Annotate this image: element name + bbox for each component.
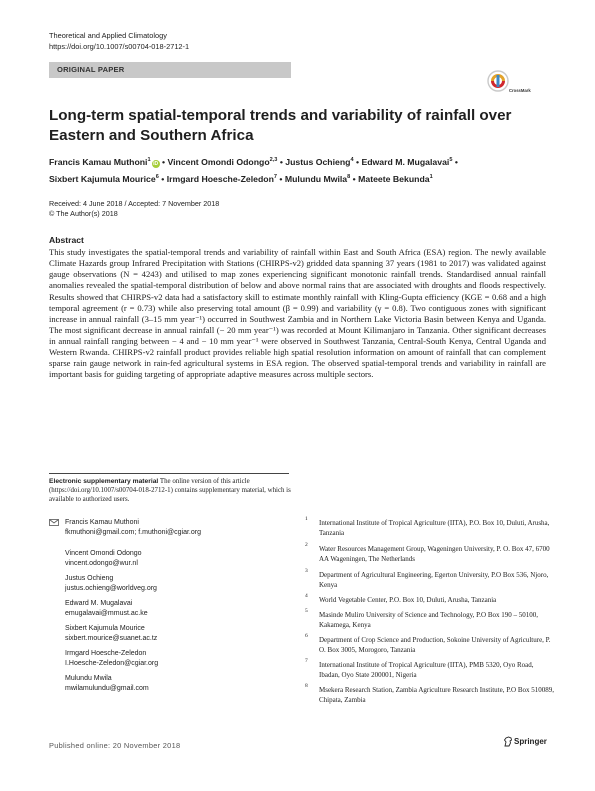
author[interactable]: Mulundu Mwila$^8$ xyxy=(284,173,351,184)
contact-name: Vincent Omondi Odongo xyxy=(65,550,142,557)
affiliation-text: World Vegetable Center, P.O. Box 10, Duluti, Arusha, Tanzania xyxy=(319,596,497,604)
affiliation-text: International Institute of Tropical Agriculture (IITA), PMB 5320, Oyo Road, Ibadan, Oyo State 200001, Nigeria xyxy=(319,661,534,680)
contact-name: Irmgard Hoesche-Zeledon xyxy=(65,650,147,657)
affiliation-number: 5 xyxy=(305,608,308,614)
footnote-divider xyxy=(49,473,289,474)
affiliation-number: 8 xyxy=(305,683,308,689)
affiliation-text: Masinde Muliro University of Science and Technology, P.O Box 190 – 50100, Kakamega, Kenya xyxy=(319,611,539,630)
article-dates xyxy=(49,199,219,219)
affiliation-text: Msekera Research Station, Zambia Agriculture Research Institute, P.O Box 510089, Chipata, Zambia xyxy=(319,686,555,705)
affiliation-number: 2 xyxy=(305,542,308,548)
contact-entry xyxy=(65,574,295,594)
contact-entry xyxy=(65,624,295,644)
abstract-text: This study investigates the spatial-temporal trends and variability of rainfall within East and South Africa (ESA) region. The newly available Climate Hazards group Infrared Precipitation with Stations (CHIRPS-v2) gridded data spanning 37 years (1981 to 2017) was validated against gauge observations (N = 4243) and utilised to map zones experiencing significant monotonic rainfall trends. Standardised annual rainfall anomalies revealed the spatial-temporal distribution of below and above normal rains that are associated with droughts and floods respectively. Results showed that CHIRPS-v2 data had a satisfactory skill to estimate monthly rainfall with Kling-Gupta efficiency (KGE = 0.68 and a high temporal agreement (r = 0.73) while also preserving total amount (β = 0.99) and variability (γ = 0.8). Two contiguous zones with significant increase in annual rainfall (3–15 mm year⁻¹) occurred in Southwest Zambia and in Northern Lake Victoria Basin between Kenya and Uganda. The most significant decrease in annual rainfall (− 20 mm year⁻¹) was recorded at Mount Kilimanjaro in Tanzania. Other significant decreases in annual rainfall ranging between − 4 and − 10 mm year⁻¹ were observed in Southwest Tanzania, Central-South Kenya, Central Uganda and Western Rwanda. CHIRPS-v2 rainfall product provides reliable high spatial resolution information on amount of rainfall that can complement sparse rain gauge network in rain-fed agricultural systems in ESA region. The observed spatial-temporal trends and variability in rainfall are important basis for guiding targeting of appropriate adaptive measures across multiple sectors. xyxy=(49,247,546,380)
author[interactable]: Mateete Bekunda$^1$ xyxy=(358,173,433,184)
springer-label: Springer xyxy=(514,737,547,746)
contact-email[interactable]: fkmuthoni@gmail.com; f.muthoni@cgiar.org xyxy=(65,528,201,536)
affiliation-number: 6 xyxy=(305,633,308,639)
author[interactable]: Edward M. Mugalavai$^5$ xyxy=(361,156,453,167)
affiliation-number: 7 xyxy=(305,658,308,664)
contact-name: Mulundu Mwila xyxy=(65,675,112,682)
contact-entry xyxy=(65,518,295,538)
contact-email[interactable]: I.Hoesche-Zeledon@cgiar.org xyxy=(65,659,159,667)
journal-name: Theoretical and Applied Climatology xyxy=(49,31,167,40)
contact-entry xyxy=(65,549,295,569)
contact-name: Edward M. Mugalavai xyxy=(65,600,133,607)
author[interactable]: Vincent Omondi Odongo$^{2,3}$ xyxy=(167,156,278,167)
crossmark-badge[interactable] xyxy=(487,70,545,100)
supplementary-label: Electronic supplementary material xyxy=(49,478,159,485)
contact-email[interactable]: justus.ochieng@worldveg.org xyxy=(65,584,157,592)
supplementary-note xyxy=(49,477,294,505)
envelope-icon xyxy=(49,519,59,526)
section-banner xyxy=(49,62,291,78)
affiliation-text: International Institute of Tropical Agriculture (IITA), P.O. Box 10, Duluti, Arusha, Tanzania xyxy=(319,519,550,538)
author[interactable]: Justus Ochieng$^4$ xyxy=(285,156,354,167)
paper-title: Long-term spatial-temporal trends and variability of rainfall over Eastern and Southern Africa xyxy=(49,107,512,144)
contact-entry xyxy=(65,649,295,669)
section-label: ORIGINAL PAPER xyxy=(57,65,125,74)
affiliation-text: Department of Crop Science and Production, Sokoine University of Agriculture, P. O. Box 3005, Morogoro, Tanzania xyxy=(319,636,551,655)
author[interactable]: Francis Kamau Muthoni$^1$iD xyxy=(49,156,159,167)
contact-email[interactable]: vincent.odongo@wur.nl xyxy=(65,559,138,567)
affiliation-number: 4 xyxy=(305,593,308,599)
crossmark-label: CrossMark xyxy=(509,88,531,93)
author-list: Francis Kamau Muthoni$^1$iD • Vincent Omondi Odongo$^{2,3}$ • Justus Ochieng$^4$ • Edward M. Mugalavai$^5$ • Sixbert Kajumula Mourice$^6$ • Irmgard Hoesche-Zeledon$^7$ • Mulundu Mwila$^8$ • Mateete Bekunda$^1$ xyxy=(49,156,458,184)
contact-email[interactable]: sixbert.mourice@suanet.ac.tz xyxy=(65,634,158,642)
received-accepted: Received: 4 June 2018 / Accepted: 7 November 2018 xyxy=(49,199,220,208)
crossmark-icon xyxy=(487,70,509,92)
contact-email[interactable]: mwilamulundu@gmail.com xyxy=(65,684,149,692)
affiliation-text: Water Resources Management Group, Wageningen University, P. O. Box 47, 6700 AA Wageningen, The Netherlands xyxy=(319,545,550,564)
contact-email[interactable]: emugalavai@mmust.ac.ke xyxy=(65,609,148,617)
author[interactable]: Irmgard Hoesche-Zeledon$^7$ xyxy=(166,173,277,184)
contact-entry xyxy=(65,674,295,694)
springer-logo[interactable] xyxy=(503,735,553,749)
published-date: Published online: 20 November 2018 xyxy=(49,741,181,750)
affiliation-text: Department of Agricultural Engineering, Egerton University, P.O Box 536, Njoro, Kenya xyxy=(319,571,549,590)
contact-name: Sixbert Kajumula Mourice xyxy=(65,625,145,632)
doi-link[interactable]: https://doi.org/10.1007/s00704-018-2712-1 xyxy=(49,42,190,51)
affiliation-number: 1 xyxy=(305,516,308,522)
contact-name: Justus Ochieng xyxy=(65,575,114,582)
contact-entry xyxy=(65,599,295,619)
copyright-notice: © The Author(s) 2018 xyxy=(49,209,118,218)
affiliation-number: 3 xyxy=(305,568,308,574)
supplementary-text[interactable]: The online version of this article (https://doi.org/10.1007/s00704-018-2712-1) contains supplementary material, which is available to authorized users. xyxy=(49,478,291,504)
orcid-icon[interactable]: iD xyxy=(153,160,159,167)
journal-header xyxy=(49,30,189,52)
abstract-heading: Abstract xyxy=(49,235,84,245)
author[interactable]: Sixbert Kajumula Mourice$^6$ xyxy=(49,173,159,184)
contact-name: Francis Kamau Muthoni xyxy=(65,519,139,526)
springer-horse-icon xyxy=(503,736,513,747)
